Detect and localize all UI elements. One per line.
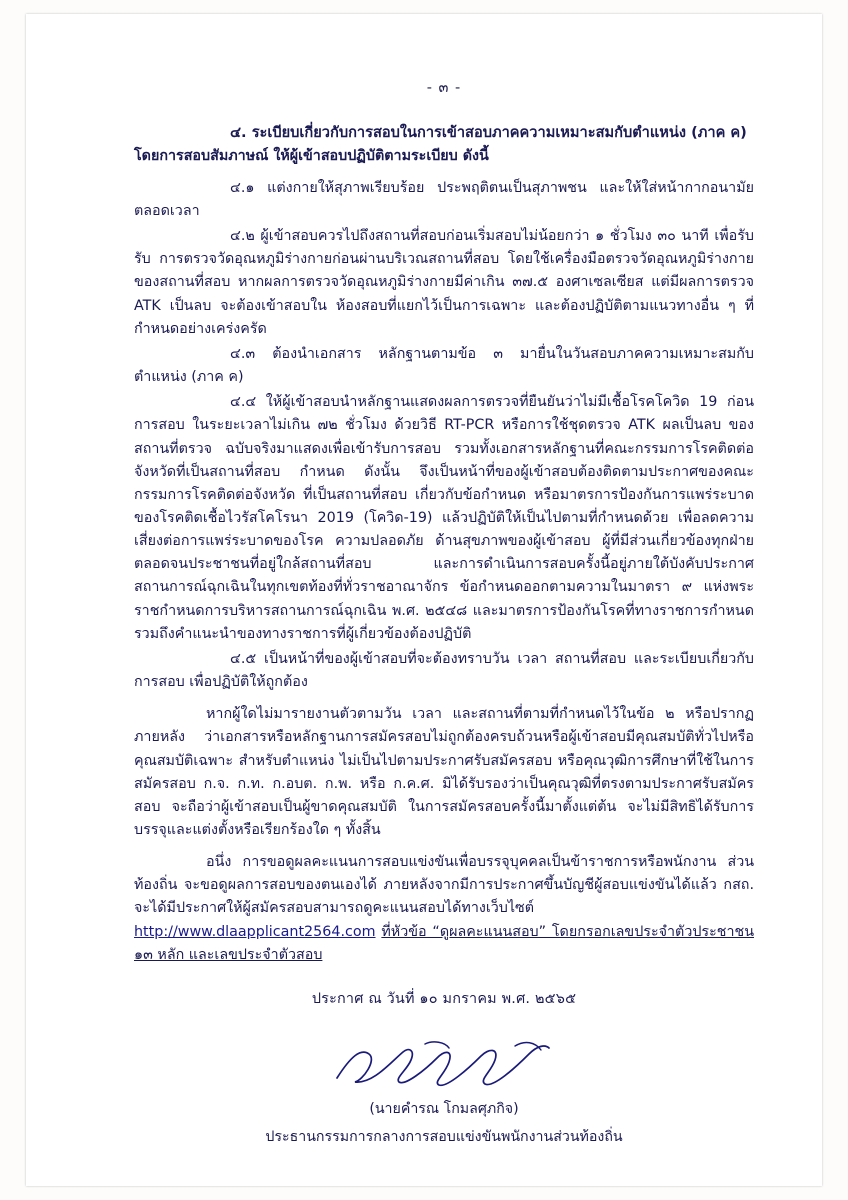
note-paragraph-2: [134, 851, 754, 967]
signatory-title: ประธานกรรมการกลางการสอบแข่งขันพนักงานส่วนท้องถิ่น: [265, 1128, 623, 1145]
signatory-name: (นายคำรณ โกมลศุภกิจ): [369, 1100, 519, 1117]
note-2-text-before: อนึ่ง การขอดูผลคะแนนการสอบแข่งขันเพื่อบรรจุบุคคลเป็นข้าราชการหรือพนักงาน ส่วนท้องถิ่น จะขอดูผลการสอบของตนเองได้ ภายหลังจากมีการประกาศขึ้นบัญชีผู้สอบแข่งขันได้แล้ว กสถ. จะได้มีประกาศให้ผู้สมัครสอบสามารถดูคะแนนสอบได้ทางเว็บไซต์: [134, 854, 754, 917]
clause-4-5: ๔.๕ เป็นหน้าที่ของผู้เข้าสอบที่จะต้องทราบวัน เวลา สถานที่สอบ และระเบียบเกี่ยวกับการสอบ เพื่อปฏิบัติให้ถูกต้อง: [134, 650, 754, 691]
clause-4-1: ๔.๑ แต่งกายให้สุภาพเรียบร้อย ประพฤติตนเป็นสุภาพชน และให้ใส่หน้ากากอนามัยตลอดเวลา: [134, 179, 754, 219]
page-number: - ๓ -: [426, 80, 462, 96]
note-2-text-after: ที่หัวข้อ “ดูผลคะแนนสอบ” โดยกรอกเลขประจำตัวประชาชน ๑๓ หลัก และเลขประจำตัวสอบ: [134, 923, 754, 963]
paper-sheet: [26, 14, 822, 1186]
announcement-date: ประกาศ ณ วันที่ ๑๐ มกราคม พ.ศ. ๒๕๖๕: [311, 990, 577, 1007]
signature-block: [134, 1038, 754, 1158]
dla-applicant-website-link[interactable]: http://www.dlaapplicant2564.com: [134, 923, 376, 940]
clause-4-2: ๔.๒ ผู้เข้าสอบควรไปถึงสถานที่สอบก่อนเริ่มสอบไม่น้อยกว่า ๑ ชั่วโมง ๓๐ นาที เพื่อรับรับ การตรวจวัดอุณหภูมิร่างกายก่อนผ่านบริเวณสถานที่สอบ โดยใช้เครื่องมือตรวจวัดอุณหภูมิร่างกายของสถานที่สอบ หากผลการตรวจวัดอุณหภูมิร่างกายมีค่าเกิน ๓๗.๕ องศาเซลเซียส แต่มีผลการตรวจ ATK เป็นลบ จะต้องเข้าสอบใน ห้องสอบที่แยกไว้เป็นการเฉพาะ และต้องปฏิบัติตามแนวทางอื่น ๆ ที่กำหนดอย่างเคร่งครัด: [134, 228, 754, 337]
document-content: [134, 76, 754, 1158]
note-paragraph-1: หากผู้ใดไม่มารายงานตัวตามวัน เวลา และสถานที่ตามที่กำหนดไว้ในข้อ ๒ หรือปรากฏภายหลัง ว่าเอกสารหรือหลักฐานการสมัครสอบไม่ถูกต้องครบถ้วนหรือผู้เข้าสอบมีคุณสมบัติทั่วไปหรือคุณสมบัติเฉพาะ สำหรับตำแหน่ง ไม่เป็นไปตามประกาศรับสมัครสอบ หรือคุณวุฒิการศึกษาที่ใช้ในการสมัครสอบ ก.จ. ก.ท. ก.อบต. ก.พ. หรือ ก.ค.ศ. มิได้รับรองว่าเป็นคุณวุฒิที่ตรงตามประกาศรับสมัครสอบ จะถือว่าผู้เข้าสอบเป็นผู้ขาดคุณสมบัติ ในการสมัครสอบครั้งนี้มาตั้งแต่ต้น จะไม่มีสิทธิได้รับการบรรจุและแต่งตั้งหรือเรียกร้องใด ๆ ทั้งสิ้น: [134, 706, 754, 839]
signature-mark: [134, 1038, 754, 1096]
clause-4-3: ๔.๓ ต้องนำเอกสาร หลักฐานตามข้อ ๓ มายื่นในวันสอบภาคความเหมาะสมกับตำแหน่ง (ภาค ค): [134, 345, 754, 386]
section-heading-text: ระเบียบเกี่ยวกับการสอบในการเข้าสอบภาคความเหมาะสมกับตำแหน่ง (ภาค ค): [251, 124, 747, 141]
clause-4-4: ๔.๔ ให้ผู้เข้าสอบนำหลักฐานแสดงผลการตรวจที่ยืนยันว่าไม่มีเชื้อโรคโควิด 19 ก่อนการสอบ ในระยะเวลาไม่เกิน ๗๒ ชั่วโมง ด้วยวิธี RT-PCR หรือการใช้ชุดตรวจ ATK ผลเป็นลบ ของสถานที่ตรวจ ฉบับจริงมาแสดงเพื่อเข้ารับการสอบ รวมทั้งเอกสารหลักฐานที่คณะกรรมการโรคติดต่อจังหวัดที่เป็นสถานที่สอบ กำหนด ดังนั้น จึงเป็นหน้าที่ของผู้เข้าสอบต้องติดตามประกาศของคณะกรรมการโรคติดต่อจังหวัด ที่เป็นสถานที่สอบ เกี่ยวกับข้อกำหนด หรือมาตรการป้องกันการแพร่ระบาดของโรคติดเชื้อไวรัสโคโรนา 2019 (โควิด-19) แล้วปฏิบัติให้เป็นไปตามที่กำหนดด้วย เพื่อลดความเสี่ยงต่อการแพร่ระบาดของโรค ความปลอดภัย ด้านสุขภาพของผู้เข้าสอบ ผู้ที่มีส่วนเกี่ยวข้องทุกฝ่าย ตลอดจนประชาชนที่อยู่ใกล้สถานที่สอบ และการดำเนินการสอบครั้งนี้อยู่ภายใต้บังคับประกาศสถานการณ์ฉุกเฉินในทุกเขตท้องที่ทั่วราชอาณาจักร ข้อกำหนดออกตามความในมาตรา ๙ แห่งพระราชกำหนดการบริหารสถานการณ์ฉุกเฉิน พ.ศ. ๒๕๔๘ และมาตรการป้องกันโรคที่ทางราชการกำหนด รวมถึงคำแนะนำของทางราชการที่ผู้เกี่ยวข้องต้องปฏิบัติ: [134, 394, 754, 642]
section-heading-number: ๔.: [230, 124, 247, 141]
section-heading-line2: โดยการสอบสัมภาษณ์ ให้ผู้เข้าสอบปฏิบัติตามระเบียบ ดังนี้: [134, 147, 489, 164]
section-heading: [134, 121, 754, 145]
